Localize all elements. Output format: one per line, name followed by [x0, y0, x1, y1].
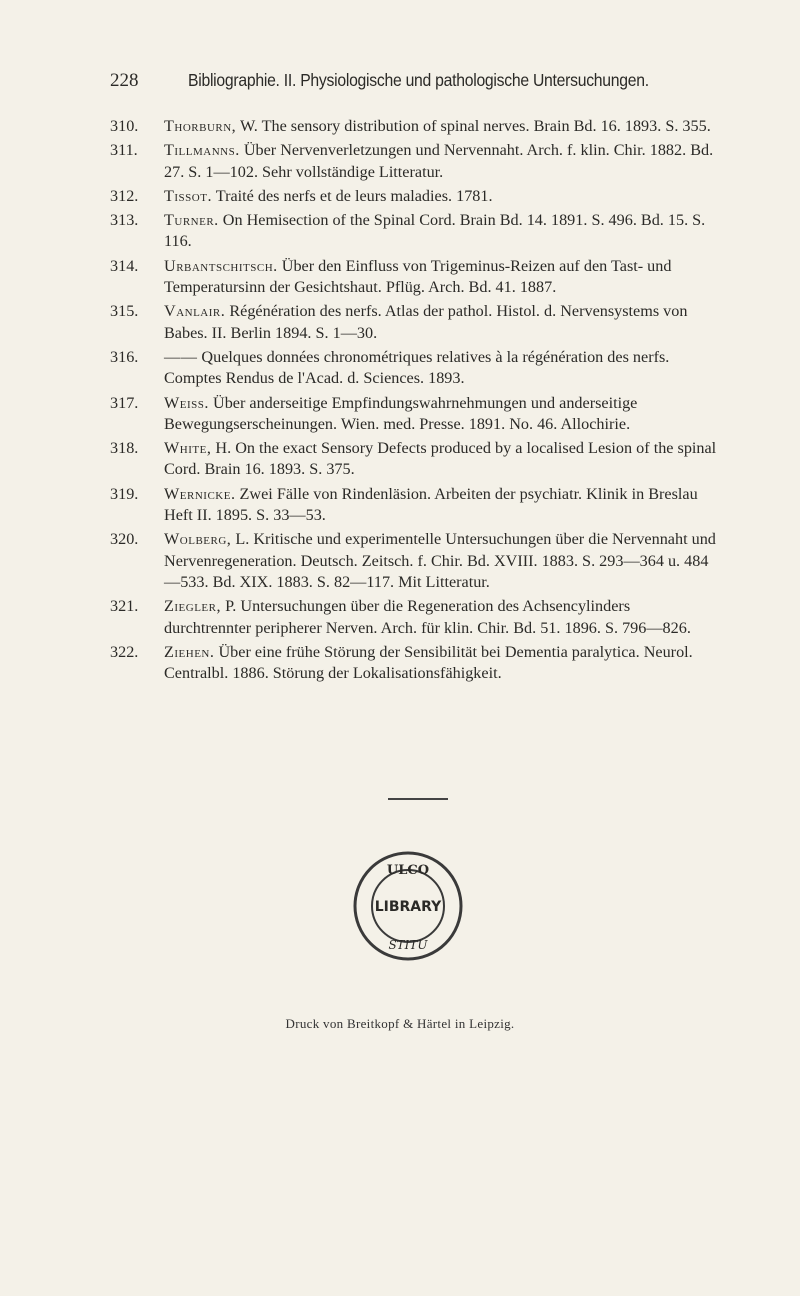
stamp-top-text: ULCO [386, 863, 430, 878]
entry-citation: H. On the exact Sensory Defects produced by a localised Lesion of the spinal Cord. Brain 16. 1893. S. 375. [164, 439, 717, 479]
entry-citation: P. Untersuchungen über die Regeneration des Achsencylinders durchtrennter peripherer Nerven. Arch. für klin. Chir. Bd. 51. 1896. S. 796—826. [164, 597, 691, 637]
list-item [110, 347, 720, 390]
page-header [110, 70, 700, 92]
entry-number: 318. [110, 439, 139, 458]
entry-number: 312. [110, 186, 139, 205]
page-number: 228 [110, 70, 139, 91]
entry-author: Thorburn, [164, 117, 237, 135]
stamp-label: LIBRARY [374, 899, 442, 915]
list-item [110, 116, 720, 137]
entry-text [164, 393, 720, 436]
entry-number: 314. [110, 256, 139, 275]
entry-text [164, 140, 720, 183]
entry-number: 311. [110, 141, 138, 160]
entry-number: 319. [110, 484, 139, 503]
printer-imprint: Druck von Breitkopf & Härtel in Leipzig. [285, 1016, 515, 1031]
entry-citation: W. The sensory distribution of spinal nerves. Brain Bd. 16. 1893. S. 355. [236, 117, 711, 135]
entry-citation: Traité des nerfs et de leurs maladies. 1781. [212, 186, 493, 205]
entry-author: Weiss. [164, 393, 209, 412]
entry-text [164, 210, 720, 253]
entry-text [164, 529, 720, 593]
entry-citation: Zwei Fälle von Rindenläsion. Arbeiten der psychiatr. Klinik in Breslau Heft II. 1895. S. 33—53. [164, 484, 698, 525]
entry-number: 310. [110, 117, 139, 135]
entry-number: 320. [110, 530, 139, 549]
entry-citation: Régénération des nerfs. Atlas der pathol. Histol. d. Nervensystems von Babes. II. Berlin 1894. S. 1—30. [164, 302, 688, 342]
entry-number: 321. [110, 597, 139, 616]
list-item [110, 484, 720, 527]
entry-author: Turner. [164, 211, 219, 230]
entry-author: Tillmanns. [164, 141, 240, 160]
list-item [110, 186, 720, 207]
entry-text [164, 116, 720, 137]
library-stamp [352, 850, 464, 962]
entry-text [164, 438, 720, 481]
entry-citation: Über Nervenverletzungen und Nervennaht. Arch. f. klin. Chir. 1882. Bd. 27. S. 1—102. Sehr vollständige Litteratur. [164, 141, 714, 181]
list-item [110, 529, 720, 593]
entry-author: Vanlair. [164, 302, 226, 321]
entry-author: White, [164, 439, 212, 458]
entry-citation: Über eine frühe Störung der Sensibilität bei Dementia paralytica. Neurol. Centralbl. 1886. Störung der Lokalisationsfähigkeit. [164, 642, 693, 683]
entry-author: Wernicke. [164, 484, 236, 503]
divider-rule [388, 798, 448, 800]
list-item [110, 301, 720, 344]
entry-author: Ziegler, [164, 597, 222, 616]
entry-text [164, 301, 720, 344]
entry-number: 313. [110, 211, 139, 230]
entry-author: Tissot. [164, 186, 212, 205]
list-item [110, 256, 720, 299]
entry-text [164, 596, 720, 639]
list-item [110, 438, 720, 481]
entry-citation: Quelques données chronométriques relatives à la régénération des nerfs. Comptes Rendus de l'Acad. d. Sciences. 1893. [164, 347, 670, 388]
entry-author: Wolberg, [164, 530, 232, 549]
list-item [110, 596, 720, 639]
list-item [110, 140, 720, 183]
entry-text [164, 347, 720, 390]
entry-number: 322. [110, 642, 139, 661]
entry-citation: L. Kritische und experimentelle Untersuchungen über die Nervennaht und Nervenregeneration. Deutsch. Zeitsch. f. Chir. Bd. XVIII. 1883. S. 293—364 u. 484—533. Bd. XIX. 1883. S. 82—117. Mit Litteratur. [164, 530, 716, 591]
entry-author: —— [164, 347, 198, 366]
entry-text [164, 642, 720, 685]
entry-number: 317. [110, 393, 139, 412]
entry-citation: Über anderseitige Empfindungswahrnehmungen und anderseitige Bewegungserscheinungen. Wien. med. Presse. 1891. No. 46. Allochirie. [164, 393, 638, 433]
entry-text [164, 256, 720, 299]
entry-citation: On Hemisection of the Spinal Cord. Brain Bd. 14. 1891. S. 496. Bd. 15. S. 116. [164, 211, 706, 251]
stamp-bottom-text: STITU [388, 938, 428, 952]
list-item [110, 393, 720, 436]
entry-citation: Über den Einfluss von Trigeminus-Reizen auf den Tast- und Temperatursinn der Gesichtshaut. Pflüg. Arch. Bd. 41. 1887. [164, 256, 672, 297]
bibliography-list [110, 116, 720, 687]
running-title: Bibliographie. II. Physiologische und pathologische Untersuchungen. [187, 70, 649, 90]
list-item [110, 210, 720, 253]
entry-text [164, 484, 720, 527]
entry-number: 316. [110, 347, 139, 366]
entry-author: Ziehen. [164, 642, 215, 661]
entry-number: 315. [110, 302, 139, 321]
entry-text [164, 186, 720, 207]
entry-author: Urbantschitsch. [164, 256, 278, 275]
list-item [110, 642, 720, 685]
